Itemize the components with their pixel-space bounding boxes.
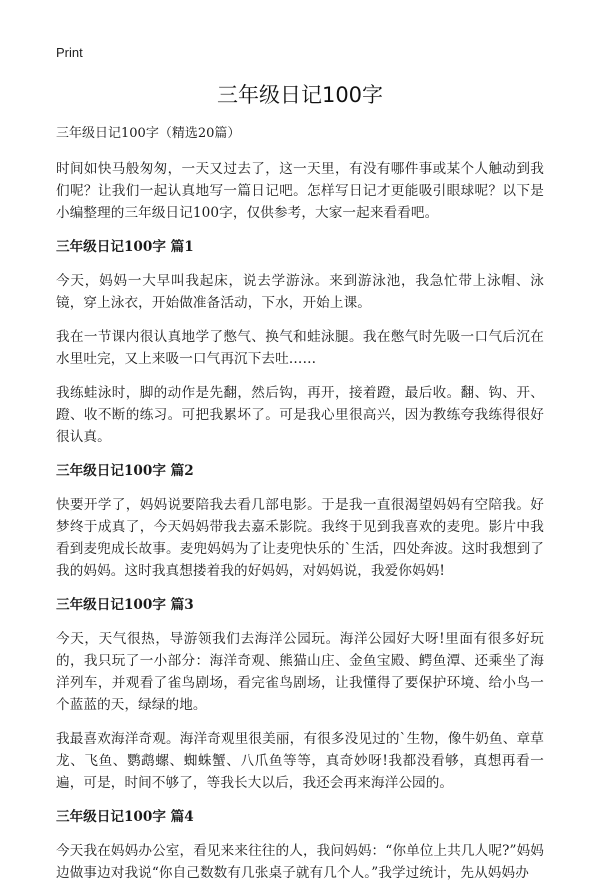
section-paragraph: 我在一节课内很认真地学了憋气、换气和蛙泳腿。我在憋气时先吸一口气后沉在水里吐完，又上来吸一口气再沉下去吐……	[56, 329, 544, 367]
section-paragraph: 今天，妈妈一大早叫我起床，说去学游泳。来到游泳池，我急忙带上泳帽、泳镜，穿上泳衣，开始做准备活动，下水，开始上课。	[56, 273, 544, 311]
section-paragraph: 我最喜欢海洋奇观。海洋奇观里很美丽，有很多没见过的`生物，像牛奶鱼、章草龙、飞鱼、鹦鹉螺、蜘蛛蟹、八爪鱼等等，真奇妙呀!我都没看够，真想再看一遍，可是，时间不够了，等我长大以后，我还会再来海洋公园的。	[56, 731, 544, 791]
section-paragraph: 今天我在妈妈办公室，看见来来往往的人，我问妈妈：“你单位上共几人呢?”妈妈边做事边对我说“你自己数数有几张桌子就有几个人。”我学过统计，先从妈妈办	[56, 843, 544, 881]
section-heading: 三年级日记100字 篇3	[56, 597, 194, 613]
section-paragraph: 我练蛙泳时，脚的动作是先翻，然后钩，再开，接着蹬，最后收。翻、钩、开、蹬、收不断的练习。可把我累坏了。可是我心里很高兴，因为教练夸我练得很好很认真。	[56, 385, 544, 445]
section-heading: 三年级日记100字 篇1	[56, 239, 194, 255]
section-heading: 三年级日记100字 篇2	[56, 463, 194, 479]
page-title: 三年级日记100字	[216, 83, 384, 107]
print-link[interactable]: Print	[56, 45, 83, 60]
section-heading: 三年级日记100字 篇4	[56, 809, 194, 825]
section-paragraph: 今天，天气很热，导游领我们去海洋公园玩。海洋公园好大呀!里面有很多好玩的，我只玩了一小部分：海洋奇观、熊猫山庄、金鱼宝殿、鳄鱼潭、还乘坐了海洋列车，并观看了雀鸟剧场，看完雀鸟剧场，让我懂得了要保护环境、给小鸟一个蓝蓝的天，绿绿的地。	[56, 631, 544, 713]
section-paragraph: 快要开学了，妈妈说要陪我去看几部电影。于是我一直很渴望妈妈有空陪我。好梦终于成真了，今天妈妈带我去嘉禾影院。我终于见到我喜欢的麦兜。影片中我看到麦兜成长故事。麦兜妈妈为了让麦兜快乐的`生活，四处奔波。这时我想到了我的妈妈。这时我真想搂着我的好妈妈，对妈妈说，我爱你妈妈!	[56, 497, 544, 579]
document-subtitle: 三年级日记100字（精选20篇）	[56, 126, 241, 141]
intro-paragraph: 时间如快马般匆匆，一天又过去了，这一天里，有没有哪件事或某个人触动到我们呢？让我们一起认真地写一篇日记吧。怎样写日记才更能吸引眼球呢？以下是小编整理的三年级日记100字，仅供参考，大家一起来看看吧。	[56, 161, 544, 221]
